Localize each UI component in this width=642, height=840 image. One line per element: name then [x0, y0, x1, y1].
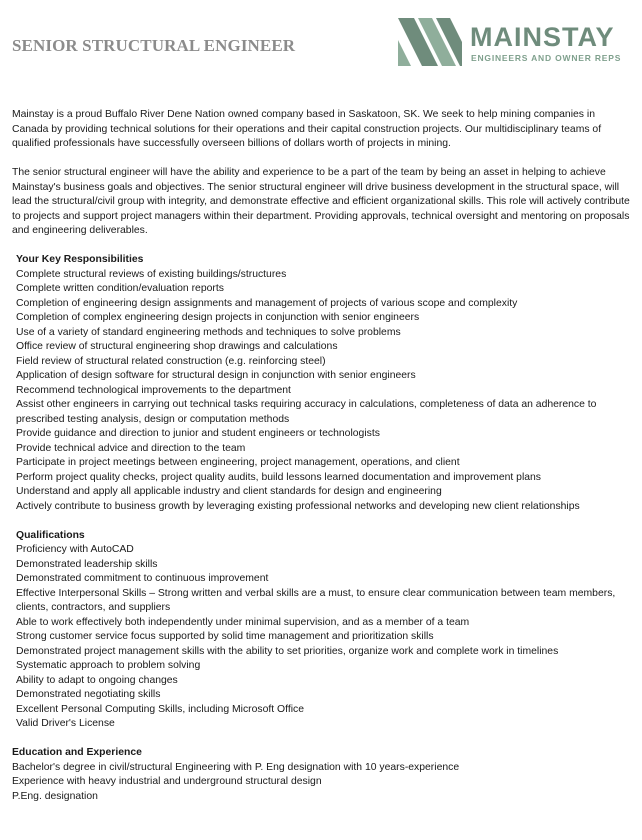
- list-item: Strong customer service focus supported by solid time management and prioritization skills: [16, 631, 434, 642]
- qualifications-section: [12, 529, 630, 732]
- list-item: Provide technical advice and direction to the team: [16, 442, 246, 454]
- list-item: Complete written condition/evaluation reports: [16, 283, 224, 294]
- list-item: Perform project quality checks, project quality audits, build lessons learned documentation and improvement plans: [16, 471, 542, 483]
- qualifications-heading: Qualifications: [16, 529, 85, 541]
- responsibilities-list: [16, 268, 630, 515]
- list-item: Demonstrated negotiating skills: [16, 689, 161, 700]
- list-item: Proficiency with AutoCAD: [16, 544, 134, 555]
- list-item: Office review of structural engineering shop drawings and calculations: [16, 341, 338, 352]
- list-item: Understand and apply all applicable industry and client standards for design and engineering: [16, 486, 442, 497]
- list-item: Completion of engineering design assignments and management of projects of various scope and complexity: [16, 297, 518, 309]
- list-item: Experience with heavy industrial and underground structural design: [12, 776, 322, 787]
- list-item: Application of design software for structural design in conjunction with senior engineers: [16, 370, 416, 381]
- responsibilities-heading: Your Key Responsibilities: [16, 254, 144, 265]
- logo-name: MAINSTAY: [470, 22, 615, 52]
- page-title: SENIOR STRUCTURAL ENGINEER: [12, 36, 296, 55]
- logo-tagline: ENGINEERS AND OWNER REPS: [471, 53, 622, 63]
- education-list: [12, 761, 630, 805]
- list-item: Valid Driver's License: [16, 718, 115, 729]
- qualifications-list: [16, 543, 630, 732]
- company-logo: [398, 18, 630, 68]
- list-item: Participate in project meetings between engineering, project management, operations, and client: [16, 457, 460, 468]
- list-item: Recommend technological improvements to the department: [16, 384, 291, 396]
- list-item: Bachelor's degree in civil/structural Engineering with P. Eng designation with 10 years-experience: [12, 761, 460, 773]
- role-paragraph: The senior structural engineer will have the ability and experience to be a part of the team by being an asset in helping to achieve Mainstay's business goals and objectives. The senior structural engineer will drive business development in the structural space, will lead the structural/civil group with integrity, and demonstrate effective and efficient organizational skills. This role will actively contribute to projects and support project managers within their department. Providing approvals, technical oversight and mentoring on proposals and engineering deliverables.: [12, 167, 630, 236]
- job-description: [12, 108, 630, 804]
- responsibilities-section: [12, 253, 630, 514]
- list-item: Excellent Personal Computing Skills, including Microsoft Office: [16, 703, 304, 715]
- list-item: Systematic approach to problem solving: [16, 660, 201, 671]
- list-item: Actively contribute to business growth by leveraging existing professional networks and developing new client relationships: [16, 500, 580, 512]
- list-item: Demonstrated leadership skills: [16, 558, 158, 570]
- list-item: Demonstrated project management skills with the ability to set priorities, organize work and complete work in timelines: [16, 645, 559, 657]
- list-item: P.Eng. designation: [12, 790, 98, 802]
- list-item: Demonstrated commitment to continuous improvement: [16, 573, 269, 584]
- mainstay-logo-mark-icon: [398, 18, 462, 66]
- list-item: Assist other engineers in carrying out technical tasks requiring accuracy in calculations, completeness of data an adherence to prescribed testing analysis, design or computation methods: [16, 399, 597, 425]
- intro-paragraph: Mainstay is a proud Buffalo River Dene Nation owned company based in Saskatoon, SK. We seek to help mining companies in Canada by providing technical solutions for their operations and their capital construction projects. Our multidisciplinary teams of qualified professionals have successfully overseen billions of dollars worth of projects in mining.: [12, 109, 602, 149]
- list-item: Ability to adapt to ongoing changes: [16, 674, 178, 686]
- list-item: Use of a variety of standard engineering methods and techniques to solve problems: [16, 326, 401, 338]
- list-item: Complete structural reviews of existing buildings/structures: [16, 268, 287, 280]
- education-heading: Education and Experience: [12, 747, 142, 758]
- list-item: Field review of structural related construction (e.g. reinforcing steel): [16, 355, 326, 367]
- list-item: Completion of complex engineering design projects in conjunction with senior engineers: [16, 312, 420, 323]
- list-item: Able to work effectively both independently under minimal supervision, and as a member of a team: [16, 616, 470, 628]
- list-item: Effective Interpersonal Skills – Strong written and verbal skills are a must, to ensure clear communication between team members, clients, contractors, and suppliers: [16, 587, 616, 613]
- list-item: Provide guidance and direction to junior and student engineers or technologists: [16, 428, 380, 439]
- education-section: [12, 746, 630, 804]
